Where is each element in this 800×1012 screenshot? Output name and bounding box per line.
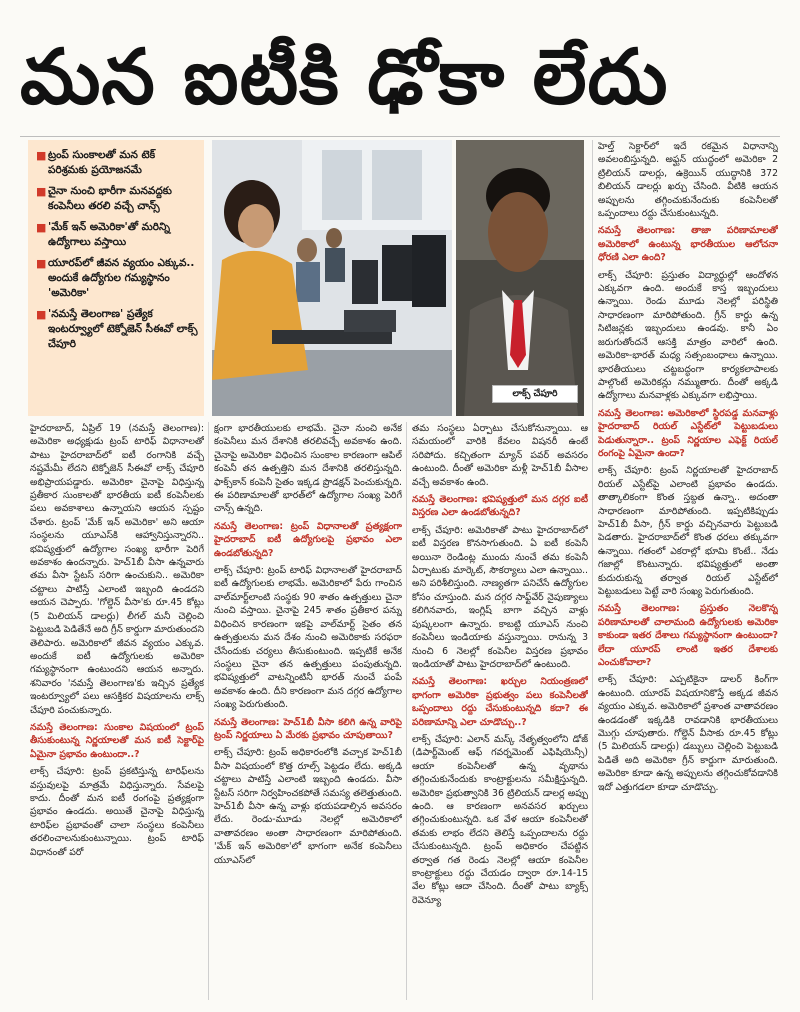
paragraph: హెల్త్ సెక్టార్‌లో ఇదే రకమైన విధానాన్ని అవలంబిస్తున్నది. అఫ్ఘన్ యుద్ధంలో అమెరికా 2 ట్రిలియన్ డాలర్లు, ఉక్రెయిన్ యుద్ధానికి 372 బిలియన్ డాలర్లు ఖర్చు చేసింది. వీటికి ఆయన అప్పులను తగ్గించుకునేందుకు కంపెనీలతో ఒప్పందాలు రద్దు చేసుకుంటున్నది.	[598, 141, 778, 220]
square-bullet-icon: ■	[36, 185, 47, 198]
square-bullet-icon: ■	[36, 149, 47, 162]
column-2	[214, 422, 402, 1000]
summary-bullet: ■ ట్రంప్ సుంకాలతో మన టెక్ పరిశ్రమకు ప్రయోజనమే	[36, 149, 156, 176]
photo-caption: లాక్స్ చేపూరి	[492, 385, 578, 403]
summary-bullet: ■ యూరప్‌లో జీవన వ్యయం ఎక్కువ.. అందుకే ఉద్యోగుల గమ్యస్థానం 'అమెరికా'	[36, 257, 195, 299]
answer: లాక్స్ చేపూరి: ట్రంప్ నిర్ణయాలతో హైదరాబాద్ రియల్ ఎస్టేట్‌పై ఎలాంటి ప్రభావం ఉండదు. తాత్కాలికంగా కొంత స్తబ్దత ఉన్నా.. అదంతా సాధారణంగా మారిపోతుంది. ఇప్పటికిప్పుడు హెచ్1బీ వీసా, గ్రీన్ కార్డు వచ్చినవారు పెట్టుబడి పెడతారు. హైదరాబాద్‌లో కొంత ధరలు తక్కువగా ఉన్నాయి. గతంలో ఎకరాల్లో భూమి కొంటే.. నేడు గజాల్లో కొంటున్నారు. భవిష్యత్తులో అంతా కుదురుకున్న తర్వాత రియల్ ఎస్టేట్‌లో పెట్టుబడులు పెట్టే వారి సంఖ్య పెరుగుతుంది.	[598, 465, 778, 597]
summary-bullet: ■ చైనా నుంచి భారీగా మనవద్దకు కంపెనీలు తరలి వచ్చే చాన్స్	[36, 185, 172, 212]
column-divider	[208, 422, 209, 1000]
answer: లాక్స్ చేపూరి: ట్రంప్ టారిఫ్ విధానాలతో హైదరాబాద్ ఐటీ ఉద్యోగులకు లాభమే. అమెరికాలో పేరు గాంచిన వాల్‌మార్ట్‌లాంటి సంస్థకు 90 శాతం ఉత్పత్తులు చైనా నుంచి వస్తాయి. చైనాపై 245 శాతం ప్రతీకార పన్ను విధించిన కారణంగా ఇకపై వాల్‌మార్ట్ సైతం తన ఉత్పత్తులను మన దేశం నుంచి అమెరికాకు సరఫరా చేసేందుకు చర్యలు తీసుకుంటుంది. ఇప్పటికే అనేక సంస్థలు చైనా తన ఉత్పత్తులు పంపుతున్నది. భవిష్యత్తులో వాటన్నింటినీ భారత్ నుంచే పంపే అవకాశం ఉంది. దీని కారణంగా మన దగ్గర ఉద్యోగాల సంఖ్య పెరుగుతుంది.	[214, 565, 402, 711]
column-divider	[592, 140, 593, 1000]
summary-box	[28, 140, 204, 416]
answer: లాక్స్ చేపూరి: ప్రస్తుతం విద్యార్థుల్లో ఆందోళన ఎక్కువగా ఉంది. అందుకే కాస్త ఇబ్బందులు ఉన్నాయి. రెండు మూడు నెలల్లో పరిస్థితి సాధారణంగా మారిపోతుంది. గ్రీన్ కార్డు ఉన్న సిటిజన్లకు ఇబ్బందులు ఉండవు. కానీ ఏం జరుగుతోందనే ఆసక్తి మాత్రం వారిలో ఉంది. అమెరికా-భారత్ మధ్య సత్సంబంధాలు ఉన్నాయి. భారతీయులు చట్టబద్ధంగా కార్యకలాపాలకు పాల్గొంటే అమెరికన్లు నమ్ముతారు. దీంతో అక్కడి ఉద్యోగాలు మనవాళ్లకు ఎక్కువగా లభిస్తాయి.	[598, 269, 778, 402]
column-4	[598, 140, 778, 1000]
square-bullet-icon: ■	[36, 221, 47, 234]
office-workers-photo	[212, 140, 452, 416]
question: నమస్తే తెలంగాణ: ఖర్చుల నియంత్రణలో భాగంగా అమెరికా ప్రభుత్వం పలు కంపెనీలతో ఒప్పందాలు రద్దు చేసుకుంటున్నది కదా? ఈ పరిణామాన్ని ఎలా చూడొచ్చు..?	[412, 676, 588, 728]
answer: లాక్స్ చేపూరి: అమెరికాతో పాటు హైదరాబాద్‌లో ఐటీ విస్తరణ కొనసాగుతుంది. ఏ ఐటీ కంపెనీ అయినా రెండింట్ల ముందు నుంచే తమ కంపెనీ ఏర్పాటుకు మార్కెట్, సౌకర్యాలు ఎలా ఉన్నాయి.. అని పరిశీలిస్తుంది. నాణ్యతగా పనిచేసే ఉద్యోగుల కోసం చూస్తుంది. మన దగ్గర సాఫ్ట్‌వేర్ నైపుణ్యాలు కలిగినవారు, ఇంగ్లిష్ బాగా వచ్చిన వాళ్లు పుష్కలంగా ఉన్నారు. కాబట్టి యూఎస్ నుంచి కంపెనీలు ఇండియాకు వస్తున్నాయి. రానున్న 3 నుంచి 6 నెలల్లో కంపెనీల విస్తరణ ప్రభావం ఇండియాతో పాటు హైదరాబాద్‌లో ఉంటుంది.	[412, 524, 588, 670]
answer: లాక్స్ చేపూరి: ఎప్పటికైనా డాలర్ కింగ్‌గా ఉంటుంది. యూరప్ విషయానికొస్తే అక్కడ జీవన వ్యయం ఎక్కువ. అమెరికాలో ప్రశాంత వాతావరణం ఉండడంతో ఇక్కడికి రావడానికి భారతీయులు మొగ్గు చూపుతారు. గోల్డెన్ వీసాకు రూ.45 కోట్లు (5 మిలియన్ డాలర్లు) డబ్బులు చెల్లించి పెట్టుబడి పెడితే అది అమెరికా గ్రీన్ కార్డుగా మారుతుంది. అమెరికా కూడా ఉన్న అప్పులను తగ్గించుకోవడానికి ఇదో ఎత్తుగడలా కూడా చూడొచ్చు.	[598, 674, 778, 793]
answer: లాక్స్ చేపూరి: ట్రంప్ ప్రకటిస్తున్న టారిఫ్‌లను వస్తువులపై మాత్రమే విధిస్తున్నారు. సేవలపై కాదు. దీంతో మన ఐటీ రంగంపై ప్రత్యక్షంగా ప్రభావం ఉండదు. అయితే చైనాపై విధిస్తున్న టారిఫ్‌ల ప్రభావంతో చాలా సంస్థలు కంపెనీలు తరలించాలనుకుంటున్నాయి. ట్రంప్ టారిఫ్ విధానంతో పరో	[30, 766, 204, 858]
question: నమస్తే తెలంగాణ: తాజా పరిణామాలతో అమెరికాలో ఉంటున్న భారతీయుల ఆలోచనా ధోరణి ఎలా ఉంది?	[598, 225, 778, 264]
headline-rule	[20, 136, 780, 137]
portrait-photo	[456, 140, 584, 416]
paragraph: హైదరాబాద్, ఏప్రిల్ 19 (నమస్తే తెలంగాణ): అమెరికా అధ్యక్షుడు ట్రంప్ టారిఫ్ విధానాలతో పాటు హైదరాబాద్‌లో ఐటీ రంగానికి వచ్చే నష్టమేమీ లేదని టెక్నోజెన్ సీఈవో లాక్స్ చేపూరి అభిప్రాయపడ్డారు. అమెరికా చైనాపై విధిస్తున్న ప్రతీకార సుంకాలతో భారతీయ ఐటీ కంపెనీలకు పలు అవకాశాలు ఉన్నాయని ఆయన స్పష్టం చేశారు. ట్రంప్ 'మేక్ ఇన్ అమెరికా' అని ఆయా సంస్థలను యూఎస్‌కి ఆహ్వానిస్తున్నారని.. భవిష్యత్తులో ఉద్యోగాల సంఖ్య భారీగా పెరిగే అవకాశం ఉందన్నారు. హెచ్1బీ వీసా ఉన్నవారు తమ వీసా స్టేటస్ సరిగా ఉంచుకుని.. అమెరికా చట్టాలు పాటిస్తే ఎలాంటి ఇబ్బంది ఉండదని ఆయన చెప్పారు. 'గోల్డెన్ వీసా'కు రూ.45 కోట్లు (5 మిలియన్ డాలర్లు) లీగల్ మనీ చెల్లించి పెట్టుబడి పెడితేనే అది గ్రీన్ కార్డుగా మారుతుందని తెలిపారు. అమెరికాలో జీవన వ్యయం ఎక్కువ. అందుకే ఐటీ ఉద్యోగులకు అమెరికా గమ్యస్థానంగా ఉంటుందని ఆయన అన్నారు. శనివారం 'నమస్తే తెలంగాణ'కు ఇచ్చిన ప్రత్యేక ఇంటర్వ్యూలో పలు ఆసక్తికర విషయాలను లాక్స్ చేపూరి పంచుకున్నారు.	[30, 423, 204, 716]
question: నమస్తే తెలంగాణ: హెచ్1బీ వీసా కలిగి ఉన్న వారిపై ట్రంప్ నిర్ణయాలు ఏ మేరకు ప్రభావం చూపుతాయి?	[214, 716, 402, 741]
question: నమస్తే తెలంగాణ: భవిష్యత్తులో మన దగ్గర ఐటీ విస్తరణ ఎలా ఉండబోతున్నది?	[412, 494, 588, 519]
square-bullet-icon: ■	[36, 257, 47, 270]
question: నమస్తే తెలంగాణ: అమెరికాలో స్థిరపడ్డ మనవాళ్లు హైదరాబాద్ రియల్ ఎస్టేట్‌లో పెట్టుబడులు పెడుతున్నారా.. ట్రంప్ నిర్ణయాల ఎఫెక్ట్ రియల్ రంగంపై ఏమైనా ఉందా?	[598, 407, 778, 459]
answer: లాక్స్ చేపూరి: ఎలాన్ మస్క్ నేతృత్వంలోని డోజ్ (డిపార్ట్‌మెంట్ ఆఫ్ గవర్నమెంట్ ఎఫిషియెన్సీ) ఆయా కంపెనీలతో ఉన్న వృథాను తగ్గించుకునేందుకు కాంట్రాక్టులను సమీక్షిస్తున్నది. అమెరికా ప్రభుత్వానికి 36 ట్రిలియన్ డాలర్ల అప్పు ఉంది. ఆ కారణంగా అనవసర ఖర్చులు తగ్గించుకుంటున్నది. ఒక వేళ ఆయా కంపెనీలతో తమకు లాభం లేదని తెలిస్తే ఒప్పందాలను రద్దు చేసుకుంటున్నది. ట్రంప్ అధికారం చేపట్టిన తర్వాత గత రెండు నెలల్లో ఆయా కంపెనీల కాంట్రాక్టులు రద్దు చేయడం ద్వారా రూ.14-15 వేల కోట్లు ఆదా చేసింది. దీంతో పాటు బ్యాక్స్ రెవెన్యూ	[412, 733, 588, 906]
square-bullet-icon: ■	[36, 308, 47, 321]
paragraph: క్షంగా భారతీయులకు లాభమే. చైనా నుంచి అనేక కంపెనీలు మన దేశానికి తరలివచ్చే అవకాశం ఉంది. చైనాపై అమెరికా విధించిన సుంకాల కారణంగా ఆపిల్ కంపెనీ తన ఉత్పత్తిని మన దేశానికి తరలిస్తున్నది. ఫాక్స్‌కాన్ కంపెనీ సైతం ఇక్కడ ప్రొడక్షన్ పెంచుకున్నది. ఈ పరిణామాలతో భారత్‌లో ఉద్యోగాల సంఖ్య పెరిగే చాన్స్ ఉన్నది.	[214, 423, 402, 515]
column-divider	[406, 422, 407, 1000]
column-1	[30, 422, 204, 1000]
column-3	[412, 422, 588, 1000]
question: నమస్తే తెలంగాణ: ట్రంప్ విధానాలతో ప్రత్యక్షంగా హైదరాబాద్ ఐటీ ఉద్యోగులపై ప్రభావం ఎలా ఉండబోతున్నది?	[214, 520, 402, 559]
question: నమస్తే తెలంగాణ: సుంకాల విషయంలో ట్రంప్ తీసుకుంటున్న నిర్ణయాలతో మన ఐటీ సెక్టార్‌పై ఏమైనా ప్రభావం ఉంటుందా..?	[30, 721, 204, 760]
answer: లాక్స్ చేపూరి: ట్రంప్ అధికారంలోకి వచ్చాక హెచ్1బీ వీసా విషయంలో కొత్త రూల్స్ పెట్టడం లేదు. అక్కడి చట్టాలు పాటిస్తే ఎలాంటి ఇబ్బంది ఉండదు. వీసా స్టేటస్ సరిగా నిర్వహించకపోతే సమస్య తలెత్తుతుంది. హెచ్1బీ వీసా ఉన్న వాళ్లు భయపడాల్సిన అవసరం లేదు. రెండు-మూడు నెలల్లో అమెరికాలో వాతావరణం అంతా సాధారణంగా మారిపోతుంది. 'మేక్ ఇన్ అమెరికా'లో భాగంగా అనేక కంపెనీలు యూఎస్‌లో	[214, 747, 402, 866]
summary-bullet: ■ 'మేక్ ఇన్ అమెరికా'తో మరిన్ని ఉద్యోగాలు వస్తాయి	[36, 221, 170, 248]
headline: మన ఐటీకి ఢోకా లేదు	[20, 32, 669, 121]
paragraph: తమ సంస్థలు ఏర్పాటు చేసుకోనున్నాయి. ఆ సమయంలో వారికి కేవలం విషనరీ ఉంటే సరిపోదు. కచ్చితంగా మ్యాన్ పవర్ అవసరం ఉంటుంది. దీంతో అమెరికా మళ్లీ హెచ్1బీ వీసాల వచ్చే అవకాశం ఉంది.	[412, 423, 588, 488]
summary-bullet: ■ 'నమస్తే తెలంగాణ' ప్రత్యేక ఇంటర్వ్యూలో టెక్నోజెన్ సీఈవో లాక్స్ చేపూరి	[36, 308, 198, 350]
question: నమస్తే తెలంగాణ: ప్రస్తుతం నెలకొన్న పరిణామాలతో చాలామంది ఉద్యోగులకు అమెరికా కాకుండా ఇతర దేశాలు గమ్యస్థానంగా ఉంటుందా? లేదా యూరప్ లాంటి ఇతర దేశాలకు ఎంచుకోవాలా?	[598, 603, 778, 669]
